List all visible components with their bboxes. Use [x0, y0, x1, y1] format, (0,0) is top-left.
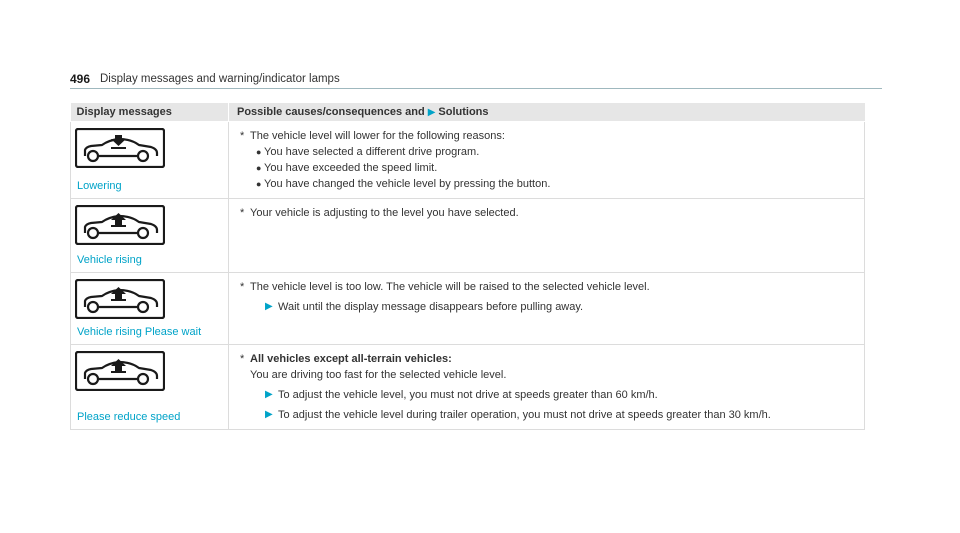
vehicle-scope-heading: All vehicles except all-terrain vehicles: — [250, 352, 452, 365]
bullet-item — [240, 176, 854, 192]
action-item — [240, 299, 854, 315]
message-label: Please reduce speed — [77, 410, 181, 423]
causes-cell — [229, 198, 865, 272]
bullet-item — [240, 144, 854, 160]
bullet-icon: ● — [256, 146, 262, 157]
message-label: Vehicle rising Please wait — [77, 325, 202, 338]
bullet-icon: ● — [256, 162, 262, 173]
column-header-causes-solutions — [229, 103, 865, 121]
causes-cell — [229, 121, 865, 198]
star-marker: * — [240, 129, 245, 142]
page-number: 496 — [70, 72, 91, 86]
action-text: To adjust the vehicle level, you must not drive at speeds greater than 60 km/h. — [278, 388, 658, 401]
header-rule — [70, 88, 882, 89]
message-cell — [71, 344, 229, 429]
bullet-text: You have selected a different drive program. — [264, 145, 480, 158]
cause-line — [240, 205, 854, 221]
bullet-text: You have exceeded the speed limit. — [264, 161, 438, 174]
cause-text: You are driving too fast for the selected vehicle level. — [250, 368, 507, 381]
vehicle-rising-icon — [75, 205, 165, 245]
page-title: Display messages and warning/indicator lamps — [100, 73, 340, 85]
table-row — [71, 121, 865, 198]
cause-text: Your vehicle is adjusting to the level you have selected. — [250, 206, 519, 219]
causes-cell — [229, 272, 865, 344]
table-row — [71, 344, 865, 429]
action-arrow-icon: ▶ — [265, 300, 273, 312]
table-row — [71, 198, 865, 272]
message-cell — [71, 272, 229, 344]
bullet-item — [240, 160, 854, 176]
message-label: Vehicle rising — [77, 253, 142, 266]
action-arrow-icon: ▶ — [265, 408, 273, 420]
message-cell — [71, 121, 229, 198]
action-text: Wait until the display message disappears before pulling away. — [278, 300, 584, 313]
star-marker: * — [240, 280, 245, 293]
message-label: Lowering — [77, 179, 122, 192]
action-item — [240, 407, 854, 423]
cause-line — [240, 279, 854, 295]
cause-text: The vehicle level is too low. The vehicle will be raised to the selected vehicle level. — [250, 280, 650, 293]
vehicle-lowering-icon — [75, 128, 165, 168]
star-marker: * — [240, 352, 245, 365]
column-header-causes: Possible causes/consequences and — [237, 105, 425, 118]
display-messages-table — [70, 103, 865, 430]
column-header-solutions: Solutions — [438, 105, 489, 118]
table-row — [71, 272, 865, 344]
vehicle-rising-icon — [75, 351, 165, 391]
vehicle-rising-icon — [75, 279, 165, 319]
action-arrow-icon: ▶ — [265, 388, 273, 400]
table-header-row — [71, 103, 865, 121]
action-arrow-icon: ▶ — [427, 106, 436, 118]
star-marker: * — [240, 206, 245, 219]
column-header-display-messages: Display messages — [71, 103, 229, 121]
cause-line — [240, 128, 854, 144]
cause-text: The vehicle level will lower for the following reasons: — [250, 129, 505, 142]
bullet-icon: ● — [256, 178, 262, 189]
action-item — [240, 387, 854, 403]
cause-line — [240, 351, 854, 367]
message-cell — [71, 198, 229, 272]
action-text: To adjust the vehicle level during trailer operation, you must not drive at speeds greater than 30 km/h. — [278, 408, 771, 421]
bullet-text: You have changed the vehicle level by pressing the button. — [264, 177, 551, 190]
causes-cell — [229, 344, 865, 429]
